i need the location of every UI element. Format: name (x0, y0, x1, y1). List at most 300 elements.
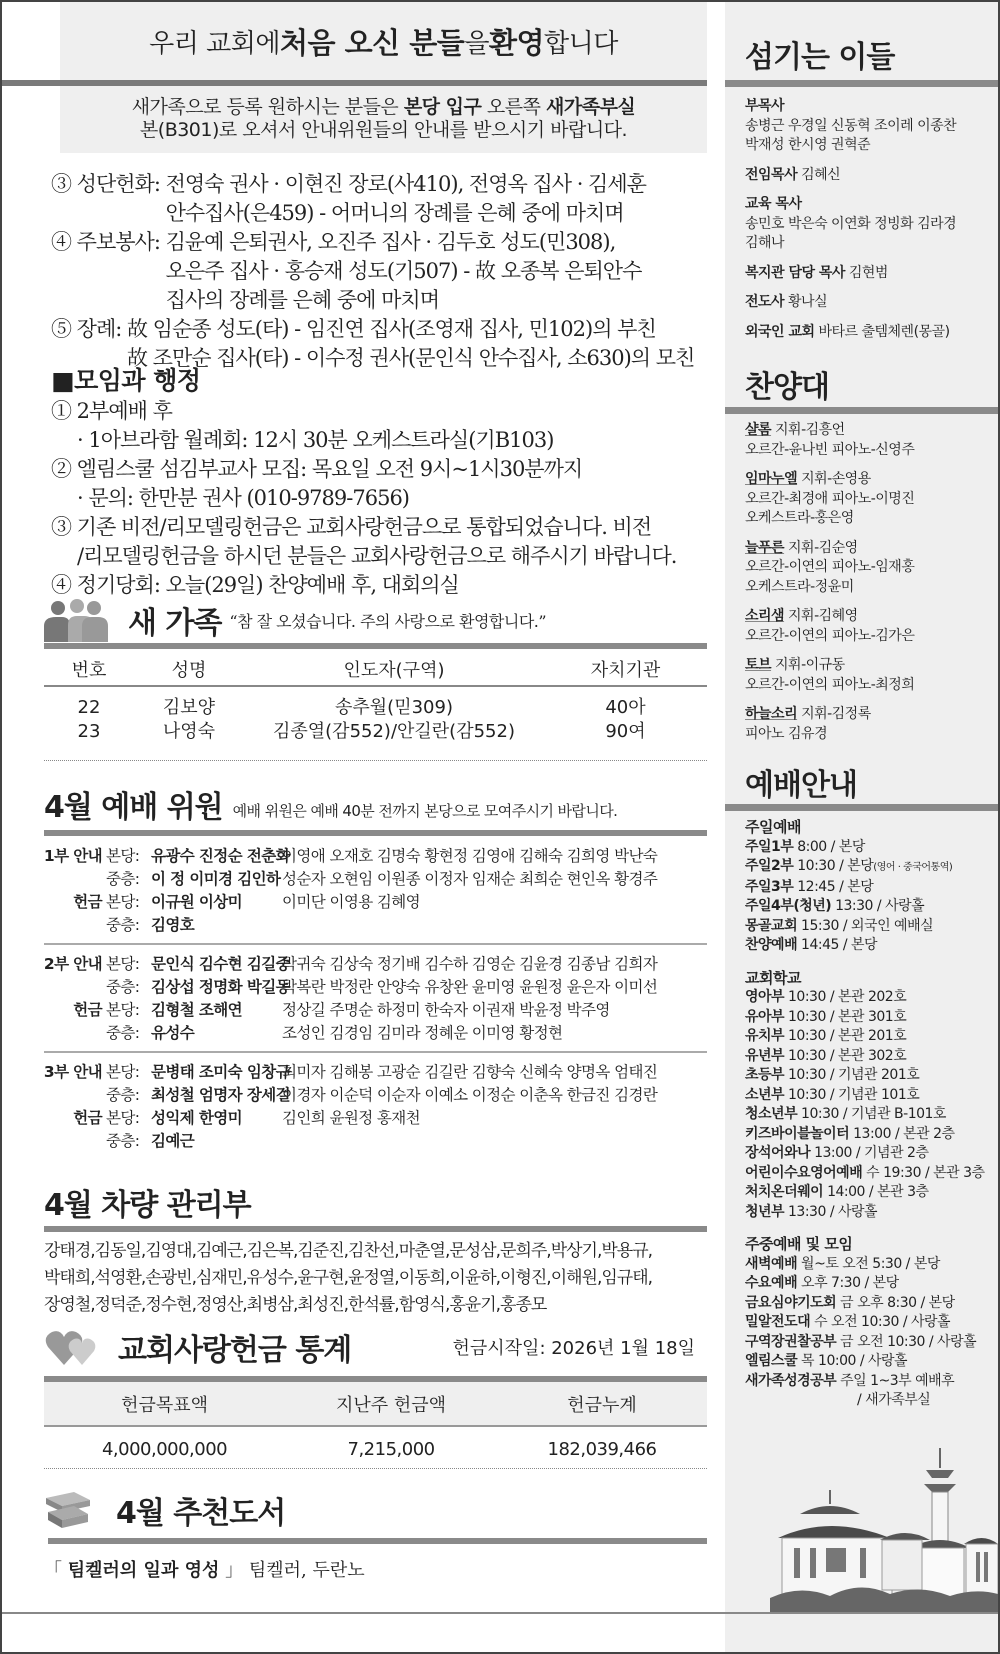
announcement-label: ④ 주보봉사: (51, 230, 166, 254)
announcement-item (51, 228, 701, 315)
newcomer-info-box (60, 86, 707, 153)
worship-detail: 금 오전 10:30 / 사랑홀 (836, 1333, 977, 1350)
worship-name: 영아부 (745, 989, 785, 1005)
committee-location: 본당: (106, 1109, 140, 1127)
choir-members: 오르간-이연의 피아노-김가은 (745, 627, 915, 644)
announcement-body (166, 170, 701, 228)
new-family-table (44, 652, 707, 744)
worship-item (745, 1066, 995, 1086)
committee-part (38, 868, 106, 891)
serving-group (745, 264, 995, 284)
books-icon (44, 1488, 94, 1532)
worship-name: 수요예배 (745, 1275, 798, 1291)
meeting-line: ④ 정기당회: 오늘(29일) 찬양예배 후, 대회의실 (51, 573, 459, 597)
worship-committee-note: 예배 위원은 예배 40분 전까지 본당으로 모여주시기 바랍니다. (232, 802, 618, 820)
announcement-line: 집사의 장례를 은혜 중에 마치며 (165, 288, 439, 312)
cell-guide: 송추월(믿309) (335, 697, 453, 718)
committee-row (38, 1130, 707, 1153)
choir-group (745, 705, 995, 744)
serving-name: 바타르 출템체렌(몽골) (818, 323, 950, 340)
serving-list (745, 97, 995, 352)
serving-role: 전임목사 (745, 166, 798, 183)
recommended-book (44, 1556, 365, 1582)
worship-name: 엘림스쿨 (745, 1353, 798, 1369)
committee-part: 헌금 (73, 1109, 102, 1127)
serving-role-line (745, 323, 995, 343)
choir-members: 피아노 김유경 (745, 725, 828, 742)
parking-names (44, 1238, 652, 1319)
choir-conductor: 지휘-이규동 (775, 657, 845, 673)
worship-item (745, 936, 995, 956)
worship-detail: 10:30 / 본관 301호 (784, 1008, 907, 1025)
section-divider (48, 1538, 707, 1544)
serving-group (745, 97, 995, 156)
announcement-body (127, 315, 701, 373)
text-segment: 오른쪽 (481, 96, 547, 118)
worship-item (745, 1203, 995, 1223)
cumulative-amount: 182,039,466 (547, 1439, 657, 1460)
choir-members: 오르간-윤나빈 피아노-신영주 (745, 441, 915, 458)
parking-line: 장영철,정덕준,정수현,정영산,최병삼,최성진,한석률,함영식,홍윤기,홍종모 (44, 1295, 547, 1315)
worship-name: 유치부 (745, 1028, 785, 1044)
worship-item (745, 1008, 995, 1028)
choir-name: 하늘소리 (745, 706, 798, 722)
serving-role-line (745, 264, 995, 284)
committee-members: 정상길 주명순 하정미 한숙자 이권재 박윤정 박주영 (282, 1001, 610, 1019)
meeting-line: ① 2부예배 후 (51, 399, 172, 423)
committee-part: 헌금 (73, 1001, 102, 1019)
committee-members: 성순자 오현임 이원종 이정자 임재순 최희순 현인옥 황경주 (282, 870, 658, 888)
worship-item (745, 1255, 995, 1275)
cell-name: 나영숙 (162, 721, 216, 742)
choir-group (745, 607, 995, 646)
announcement-line: 오은주 집사 · 홍승재 성도(기507) - 故 오종복 은퇴안수 (165, 259, 642, 283)
choir-name: 임마누엘 (745, 471, 798, 487)
announcement-line: 김윤예 은퇴권사, 오진주 집사 · 김두호 성도(민308), (165, 230, 616, 254)
committee-leaders: 김상섭 정명화 박길동 (151, 978, 290, 996)
worship-committee-header (44, 782, 707, 826)
worship-guide-list (745, 818, 995, 1411)
bracket-close: 」 (219, 1560, 244, 1581)
choir-name: 늘푸른 (745, 539, 785, 556)
worship-detail: 13:30 / 사랑홀 (784, 1203, 878, 1220)
worship-item (745, 1027, 995, 1047)
committee-members: 박귀숙 김상숙 정기배 김수하 김영순 김윤경 김종남 김희자 (282, 955, 658, 973)
choir-list (745, 421, 995, 754)
emphasis-text: 새가족부실 (546, 96, 636, 118)
book-title: 팀켈러의 일과 영성 (67, 1560, 220, 1581)
worship-item (745, 1047, 995, 1067)
worship-detail: 13:00 / 본관 2층 (849, 1125, 955, 1142)
serving-names: 박재성 한시영 권혁준 (745, 137, 871, 153)
people-icon (44, 598, 110, 642)
text-segment: 을 (464, 28, 489, 59)
new-family-quote: “참 잘 오셨습니다. 주의 사랑으로 환영합니다.” (229, 612, 547, 631)
text-segment: 우리 교회에 (149, 28, 281, 59)
announcement-label: ⑤ 장례: (51, 317, 127, 341)
serving-names: 송민호 박은숙 이연화 정빙화 김라경 (745, 215, 957, 232)
emphasis-text: 환영 (488, 25, 544, 60)
group-divider (44, 943, 707, 945)
choir-conductor: 지휘-손영용 (801, 471, 871, 487)
serving-name: 황나실 (788, 294, 828, 310)
serving-role-line (745, 97, 995, 117)
table-row (44, 1426, 707, 1472)
worship-section-heading: 주일예배 (745, 818, 801, 836)
cell-group: 40아 (605, 697, 646, 718)
choir-members: 오르간-최경애 피아노-이명진 (745, 490, 915, 507)
worship-name: 처치온더웨이 (745, 1184, 824, 1200)
worship-item (745, 1372, 995, 1392)
committee-members: 김인희 윤원정 홍재천 (282, 1109, 421, 1127)
dotted-divider (44, 760, 707, 761)
section-divider (44, 830, 707, 836)
table-row (44, 696, 707, 720)
worship-detail: 10:30 / 기념관 201호 (784, 1067, 920, 1083)
serving-role: 외국인 교회 (745, 323, 815, 340)
committee-part (38, 1084, 106, 1107)
committee-leaders: 김예근 (151, 1132, 195, 1150)
committee-location: 중층: (106, 916, 140, 934)
choir-first-line (745, 656, 995, 676)
sidebar-divider (725, 80, 998, 87)
worship-item (745, 1313, 995, 1333)
worship-item (745, 1086, 995, 1106)
committee-row (38, 1084, 707, 1107)
committee-location: 본당: (106, 847, 140, 865)
group-divider (44, 1051, 707, 1053)
serving-role: 부목사 (745, 98, 785, 114)
worship-detail: 금 오후 8:30 / 본당 (836, 1294, 955, 1311)
worship-detail: 수 19:30 / 본관 3층 (862, 1164, 985, 1181)
worship-name: 주일2부 (745, 858, 794, 874)
committee-part: 1부 안내 (43, 847, 102, 865)
committee-row (38, 999, 707, 1022)
worship-name: 어린이수요영어예배 (745, 1164, 863, 1181)
serving-group (745, 166, 995, 186)
committee-row (38, 891, 707, 914)
serving-names: 송병근 우경일 신동혁 조이레 이종찬 (745, 117, 957, 134)
worship-name: 주일4부(청년) (745, 898, 832, 914)
worship-name: 새가족성경공부 (745, 1372, 837, 1389)
committee-row (38, 1107, 707, 1130)
column-header: 헌금목표액 (44, 1382, 285, 1426)
worship-detail: 10:30 / 기념관 101호 (784, 1086, 920, 1103)
serving-group (745, 293, 995, 313)
worship-item (745, 878, 995, 898)
choir-members: 오케스트라-정윤미 (745, 578, 854, 595)
serving-name: 김현범 (848, 264, 888, 281)
worship-name: 밀알전도대 (745, 1314, 811, 1330)
committee-leaders: 이규원 이상미 (151, 893, 243, 911)
choir-conductor: 지휘-김흥언 (775, 422, 845, 438)
serving-role: 전도사 (745, 294, 785, 310)
meeting-line: ③ 기존 비전/리모델링헌금은 교회사랑헌금으로 통합되었습니다. 비전 (51, 515, 652, 539)
choir-first-line (745, 539, 995, 559)
column-header: 헌금누계 (497, 1382, 707, 1426)
committee-location: 중층: (106, 1132, 140, 1150)
serving-name: 김혜신 (801, 166, 841, 183)
announcement-line: 故 임순종 성도(타) - 임진연 집사(조영재 집사, 민102)의 부친 (127, 317, 656, 341)
cell-number: 23 (77, 721, 101, 742)
worship-name: 청년부 (745, 1203, 785, 1220)
committee-part (38, 976, 106, 999)
worship-detail: 10:30 / 본관 202호 (784, 989, 907, 1005)
emphasis-text: 본당 입구 (403, 96, 482, 118)
committee-row (38, 1061, 707, 1084)
text-segment: 합니다 (543, 28, 618, 59)
worship-committee-title: 4월 예배 위원 (44, 790, 223, 825)
new-family-header (44, 598, 707, 642)
choir-first-line (745, 470, 995, 490)
worship-name: 주일3부 (745, 878, 794, 895)
spacer (745, 956, 995, 969)
committee-leaders: 문인식 김수현 김길중 (151, 955, 290, 973)
committee-location: 본당: (106, 893, 140, 911)
worship-item (745, 988, 995, 1008)
serving-title: 섬기는 이들 (745, 40, 895, 75)
worship-item (745, 857, 995, 878)
committee-leaders: 성익제 한영미 (151, 1109, 243, 1127)
announcement-item (51, 315, 701, 373)
worship-name: 찬양예배 (745, 937, 798, 953)
announcement-body (166, 228, 701, 315)
committee-row (38, 1022, 707, 1045)
books-header (44, 1488, 285, 1532)
cell-name: 김보양 (162, 697, 216, 718)
text-segment: 본(B301)로 오셔서 안내위원들의 안내를 받으시기 바랍니다. (139, 119, 628, 141)
worship-name: 장석어와나 (745, 1145, 811, 1161)
goal-amount: 4,000,000,000 (101, 1439, 228, 1460)
choir-name: 토브 (745, 657, 772, 673)
parking-title: 4월 차량 관리부 (44, 1188, 251, 1223)
column-header: 자치기관 (544, 652, 707, 686)
worship-item (745, 1144, 995, 1164)
column-header: 성명 (134, 652, 244, 686)
choir-first-line (745, 421, 995, 441)
worship-section-heading: 주중예배 및 모임 (745, 1235, 853, 1253)
bottom-divider (2, 1612, 998, 1614)
column-header: 번호 (44, 652, 134, 686)
choir-first-line (745, 705, 995, 725)
worship-item (745, 1183, 995, 1203)
choir-conductor: 지휘-김혜영 (788, 608, 858, 624)
meeting-line: /리모델링헌금을 하시던 분들은 교회사랑헌금으로 해주시기 바랍니다. (77, 544, 677, 568)
meeting-line: · 문의: 한만분 권사 (010-9789-7656) (77, 486, 409, 510)
meeting-line: ② 엘림스쿨 섬김부교사 모집: 목요일 오전 9시~1시30분까지 (51, 457, 583, 481)
choir-group (745, 539, 995, 598)
announcement-line: 전영숙 권사 · 이현진 장로(사410), 전영옥 집사 · 김세훈 (165, 172, 646, 196)
choir-members: 오케스트라-홍은영 (745, 510, 854, 526)
book-author: 팀켈러, 두란노 (248, 1560, 365, 1581)
worship-detail: 월~토 오전 5:30 / 본당 (797, 1255, 940, 1272)
church-building-image (770, 1448, 998, 1614)
worship-item (745, 1352, 995, 1372)
announcements (51, 170, 701, 373)
serving-role: 복지관 담당 목사 (745, 264, 845, 281)
announcement-line: 故 조만순 집사(타) - 이수정 권사(문인식 안수집사, 소630)의 모친 (127, 346, 695, 370)
choir-members: 오르간-이연의 피아노-최정희 (745, 676, 915, 693)
worship-detail: 주일 1~3부 예배후 (836, 1372, 955, 1389)
parking-line: 박태희,석영환,손광빈,심재민,유성수,윤구현,윤정열,이동희,이윤하,이형진,이해원,임규태, (44, 1268, 653, 1288)
worship-name: 초등부 (745, 1067, 785, 1083)
hearts-icon (44, 1327, 104, 1367)
worship-detail: 13:00 / 기념관 2층 (810, 1145, 929, 1161)
worship-name: 청소년부 (745, 1106, 798, 1122)
worship-name: 키즈바이블놀이터 (745, 1125, 850, 1142)
new-family-title: 새 가족 (128, 606, 222, 641)
committee-location: 중층: (106, 1086, 140, 1104)
choir-members: 오르간-이연의 피아노-임재홍 (745, 559, 915, 575)
worship-detail: 10:30 / 기념관 B-101호 (797, 1106, 946, 1122)
column-header: 지난주 헌금액 (285, 1382, 497, 1426)
worship-item (745, 917, 995, 937)
committee-location: 본당: (106, 1063, 140, 1081)
cell-guide: 김종열(감552)/안길란(감552) (273, 721, 515, 742)
section-divider (44, 643, 707, 649)
choir-conductor: 지휘-김순영 (788, 539, 858, 556)
choir-group (745, 421, 995, 460)
worship-item (745, 897, 995, 917)
committee-leaders: 유성수 (151, 1024, 195, 1042)
welcome-header (60, 2, 707, 80)
serving-group (745, 195, 995, 254)
committee-row (38, 868, 707, 891)
worship-detail: 10:30 / 본당 (793, 858, 874, 874)
announcement-item (51, 170, 701, 228)
committee-leaders: 김형철 조해연 (151, 1001, 243, 1019)
worship-item (745, 1294, 995, 1314)
worship-item (745, 1105, 995, 1125)
section-divider (44, 1226, 707, 1232)
committee-members: 조성인 김경임 김미라 정혜운 이미영 황정현 (282, 1024, 563, 1042)
committee-part: 3부 안내 (43, 1063, 102, 1081)
worship-committee-list (38, 845, 707, 1153)
worship-item (745, 1274, 995, 1294)
committee-members: 이영애 오재호 김명숙 황현정 김영애 김해숙 김희영 박난숙 (282, 847, 658, 865)
newcomer-info-line (60, 96, 707, 119)
serving-role: 교육 목사 (745, 196, 802, 212)
sidebar-divider (725, 804, 998, 811)
worship-name: 몽골교회 (745, 917, 798, 934)
offering-header (44, 1325, 707, 1369)
choir-group (745, 470, 995, 529)
meeting-line: · 1아브라함 월례회: 12시 30분 오케스트라실(기B103) (77, 428, 554, 452)
worship-name: 소년부 (745, 1086, 785, 1103)
emphasis-text: 처음 오신 분들 (280, 25, 465, 60)
worship-name: 금요심야기도회 (745, 1294, 837, 1311)
committee-members: 이미단 이영용 김혜영 (282, 893, 421, 911)
worship-detail: 15:30 / 외국인 예배실 (797, 917, 934, 934)
worship-name: 주일1부 (745, 838, 794, 855)
announcement-label: ③ 성단헌화: (51, 172, 166, 196)
meetings-section (51, 366, 701, 600)
serving-role-line (745, 166, 995, 186)
committee-leaders: 최성철 엄명자 장세걸 (151, 1086, 290, 1104)
offering-start-date: 헌금시작일: 2026년 1월 18일 (452, 1338, 695, 1359)
sidebar-divider (725, 407, 998, 414)
bracket-open: 「 (44, 1560, 68, 1581)
committee-location: 중층: (106, 1024, 140, 1042)
text-segment: 새가족으로 등록 원하시는 분들은 (131, 96, 404, 118)
offering-title: 교회사랑헌금 통계 (118, 1333, 352, 1368)
serving-group (745, 323, 995, 343)
committee-part: 2부 안내 (43, 955, 102, 973)
committee-part (38, 1130, 106, 1153)
worship-detail: 8:00 / 본당 (793, 838, 865, 855)
committee-location: 중층: (106, 978, 140, 996)
committee-leaders: 김영호 (151, 916, 195, 934)
choir-group (745, 656, 995, 695)
committee-part (38, 1022, 106, 1045)
worship-detail: 오후 7:30 / 본당 (797, 1275, 899, 1291)
committee-leaders: 이 정 이미경 김인하 (151, 870, 281, 888)
worship-name: 유년부 (745, 1047, 785, 1064)
committee-part (38, 914, 106, 937)
committee-members: 이경자 이순덕 이순자 이예소 이정순 이춘옥 한금진 김경란 (282, 1086, 658, 1104)
serving-names: 김해나 (745, 235, 785, 251)
committee-row (38, 914, 707, 937)
committee-part: 헌금 (73, 893, 102, 911)
worship-name: 구역장권찰공부 (745, 1333, 837, 1350)
spacer (745, 1222, 995, 1235)
worship-detail: 10:30 / 본관 302호 (784, 1047, 907, 1064)
worship-detail: 10:30 / 본관 201호 (784, 1028, 907, 1044)
worship-item (745, 1333, 995, 1353)
worship-name: 새벽예배 (745, 1255, 798, 1272)
newcomer-info-line (60, 119, 707, 142)
books-title: 4월 추천도서 (116, 1496, 286, 1531)
worship-note: (영어 · 중국어통역) (873, 862, 953, 873)
committee-location: 본당: (106, 1001, 140, 1019)
choir-first-line (745, 607, 995, 627)
parking-line: 강태경,김동일,김영대,김예근,김은복,김준진,김찬선,마춘열,문성삼,문희주,박상기,박용규, (44, 1241, 653, 1261)
worship-detail: 14:45 / 본당 (797, 937, 878, 953)
committee-members: 최미자 김해봉 고광순 김길란 김향숙 신혜숙 양명옥 엄태진 (282, 1063, 658, 1081)
worship-detail: 목 10:00 / 사랑홀 (797, 1353, 908, 1369)
table-row (44, 720, 707, 744)
serving-role-line (745, 195, 995, 215)
choir-conductor: 지휘-김정록 (801, 706, 871, 722)
column-header: 인도자(구역) (244, 652, 544, 686)
cell-group: 90여 (605, 721, 646, 742)
choir-name: 샬롬 (745, 422, 772, 438)
worship-item (745, 1164, 995, 1184)
committee-row (38, 976, 707, 999)
committee-leaders: 유광수 진정순 전춘화 (151, 847, 290, 865)
committee-row (38, 845, 707, 868)
worship-item (745, 1125, 995, 1145)
meetings-title: ■모임과 행정 (51, 366, 201, 395)
offering-table (44, 1382, 707, 1472)
worship-guide-title: 예배안내 (745, 768, 857, 803)
serving-role-line (745, 293, 995, 313)
committee-leaders: 문병태 조미숙 임창규 (151, 1063, 290, 1081)
choir-name: 소리샘 (745, 608, 785, 624)
committee-members: 박복란 박정란 안양숙 유창완 윤미영 윤원정 윤은자 이미선 (282, 978, 658, 996)
worship-detail: 13:30 / 사랑홀 (831, 898, 925, 914)
last-week-amount: 7,215,000 (347, 1439, 435, 1460)
worship-item (745, 838, 995, 858)
committee-location: 중층: (106, 870, 140, 888)
worship-detail: 수 오전 10:30 / 사랑홀 (810, 1314, 951, 1330)
committee-row (38, 953, 707, 976)
worship-detail: 12:45 / 본당 (793, 878, 874, 895)
announcement-line: 안수집사(은459) - 어머니의 장례를 은혜 중에 마치며 (165, 201, 624, 225)
choir-title: 찬양대 (745, 370, 829, 405)
dotted-divider (44, 1468, 707, 1469)
committee-location: 본당: (106, 955, 140, 973)
